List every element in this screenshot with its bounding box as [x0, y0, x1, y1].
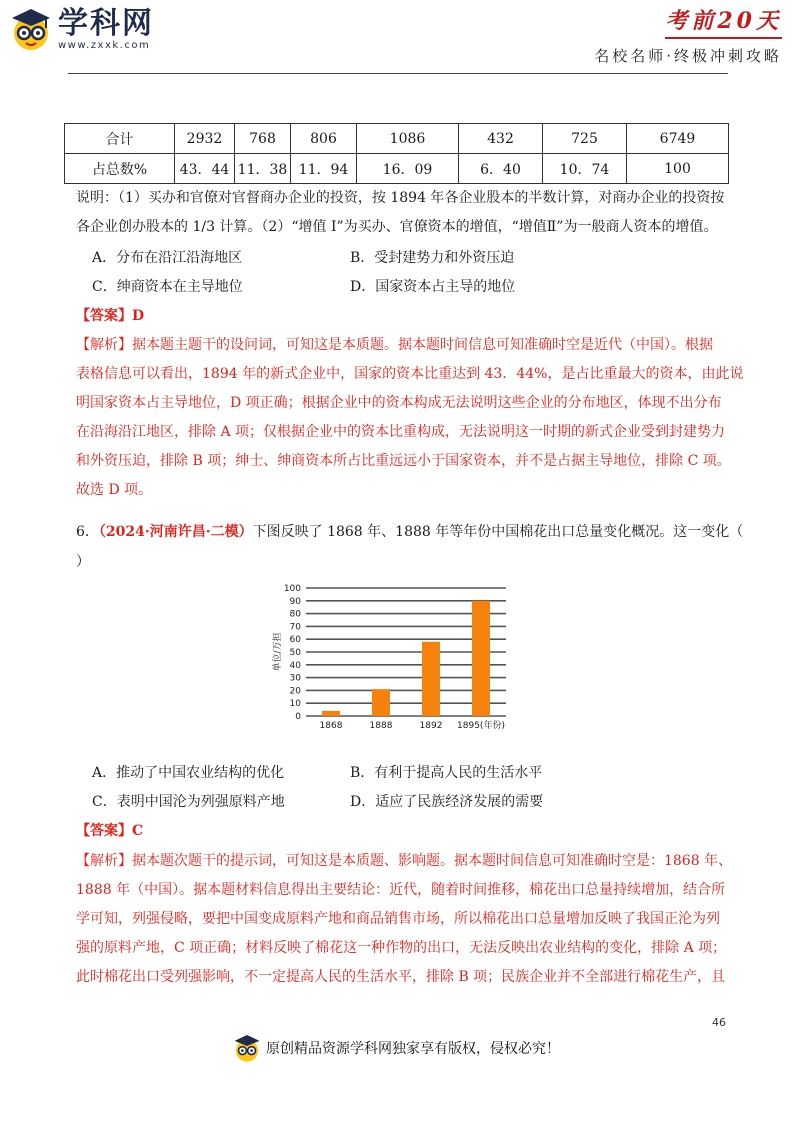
bar	[372, 689, 390, 716]
y-tick-label: 70	[289, 622, 301, 633]
option-c[interactable]: C．绅商资本在主导地位	[92, 279, 243, 295]
analysis-line: 强的原料产地，C 项正确；材料反映了棉花这一种作物的出口，无法反映出农业结构的变化，排除 A 项；	[76, 940, 727, 956]
y-tick-label: 30	[289, 673, 301, 684]
analysis-line: 此时棉花出口受列强影响，不一定提高人民的生活水平，排除 B 项；民族企业并不全部进行棉花生产，且	[76, 969, 726, 985]
table-row	[65, 124, 729, 154]
option-b[interactable]: B．有利于提高人民的生活水平	[350, 765, 543, 781]
answer-label: 【答案】C	[76, 823, 144, 839]
site-logo[interactable]	[8, 4, 154, 54]
cotton-export-chart	[270, 578, 550, 730]
table-cell: 768	[235, 124, 291, 154]
question-source: （2024·河南许昌·二模）	[98, 524, 253, 540]
table-cell: 1086	[357, 124, 459, 154]
analysis-line: 学可知，列强侵略，要把中国变成原料产地和商品销售市场，所以棉花出口总量增加反映了我国正沦为列	[76, 911, 720, 927]
exam-subtitle: 名校名师·终极冲刺攻略	[594, 47, 782, 65]
page-number: 46	[712, 1016, 726, 1029]
table-note: 各企业创办股本的 1/3 计算。（2）“增值 I”为买办、官僚资本的增值，“增值Ⅱ”为一般商人资本的增值。	[76, 219, 718, 235]
analysis-line: 【解析】据本题次题干的提示词，可知这是本质题、影响题。据本题时间信息可知准确时空是：1868 年、	[76, 853, 733, 869]
bar	[472, 601, 490, 716]
table-cell: 806	[291, 124, 357, 154]
analysis-line: 表格信息可以看出，1894 年的新式企业中，国家的资本比重达到 43．44%，是占比重最大的资本，由此说	[76, 366, 744, 382]
y-axis-label: 单位/万担	[273, 632, 283, 672]
y-tick-label: 10	[289, 699, 301, 710]
question-stem	[76, 522, 743, 542]
table-row	[65, 154, 729, 184]
x-tick-label: 1895(年份)	[457, 721, 505, 730]
copyright-notice: 原创精品资源学科网独家享有版权，侵权必究！	[266, 1041, 560, 1057]
question-number: 6．	[76, 524, 99, 540]
table-cell: 43．44	[175, 154, 235, 184]
option-d[interactable]: D．国家资本占主导的地位	[350, 279, 516, 295]
header-divider	[68, 73, 728, 74]
analysis-line: 【解析】据本题主题干的设问词，可知这是本质题。据本题时间信息可知准确时空是近代（中国）。根据	[76, 337, 713, 353]
bar	[322, 711, 340, 716]
mascot-icon	[8, 6, 54, 52]
answer-label: 【答案】D	[76, 308, 145, 324]
table-cell: 2932	[175, 124, 235, 154]
logo-title: 学科网	[58, 5, 154, 41]
y-tick-label: 50	[289, 648, 301, 658]
option-a[interactable]: A．推动了中国农业结构的优化	[92, 765, 285, 781]
question-text: ）	[76, 554, 90, 570]
analysis-line: 1888 年（中国）。据本题材料信息得出主要结论：近代，随着时间推移，棉花出口总量持续增加，结合所	[76, 882, 726, 898]
exam-title: 考前20天	[665, 4, 782, 39]
table-cell: 100	[627, 154, 729, 184]
page-header	[0, 0, 800, 72]
table-cell: 11．94	[291, 154, 357, 184]
y-tick-label: 80	[289, 609, 301, 620]
table-cell: 725	[543, 124, 627, 154]
table-cell: 合计	[65, 124, 175, 154]
bar	[422, 642, 440, 716]
table-cell: 占总数%	[65, 154, 175, 184]
option-a[interactable]: A．分布在沿江沿海地区	[92, 250, 243, 266]
y-tick-label: 20	[289, 686, 301, 697]
option-c[interactable]: C．表明中国沦为列强原料产地	[92, 794, 285, 810]
analysis-line: 明国家资本占主导地位，D 项正确；根据企业中的资本构成无法说明这些企业的分布地区，体现不出分布	[76, 395, 722, 411]
option-b[interactable]: B．受封建势力和外资压迫	[350, 250, 515, 266]
y-tick-label: 40	[289, 660, 301, 671]
option-d[interactable]: D．适应了民族经济发展的需要	[350, 794, 544, 810]
analysis-line: 在沿海沿江地区，排除 A 项；仅根据企业中的资本比重构成，无法说明这一时期的新式企业受到封建势力	[76, 424, 726, 440]
table-cell: 432	[459, 124, 543, 154]
x-tick-label: 1888	[369, 721, 393, 730]
question-text: 下图反映了 1868 年、1888 年等年份中国棉花出口总量变化概况。这一变化（	[252, 524, 744, 540]
analysis-line: 和外资压迫，排除 B 项；绅士、绅商资本所占比重远远小于国家资本，并不是占据主导地位，排除 C 项。	[76, 453, 731, 469]
x-tick-label: 1868	[319, 721, 343, 730]
page-footer	[232, 1030, 560, 1066]
table-cell: 6．40	[459, 154, 543, 184]
table-note: 说明：（1）买办和官僚对官督商办企业的投资，按 1894 年各企业股本的半数计算，对商办企业的投资按	[76, 190, 725, 206]
capital-table	[64, 123, 729, 184]
logo-url: www.zxxk.com	[58, 39, 151, 51]
y-tick-label: 60	[289, 635, 301, 646]
table-cell: 16．09	[357, 154, 459, 184]
analysis-line: 故选 D 项。	[76, 482, 153, 498]
table-cell: 6749	[627, 124, 729, 154]
y-tick-label: 100	[283, 584, 301, 594]
table-cell: 11．38	[235, 154, 291, 184]
x-tick-label: 1892	[419, 721, 443, 730]
y-tick-label: 90	[289, 596, 301, 607]
table-cell: 10．74	[543, 154, 627, 184]
mascot-icon	[232, 1033, 262, 1063]
y-tick-label: 0	[295, 712, 301, 722]
